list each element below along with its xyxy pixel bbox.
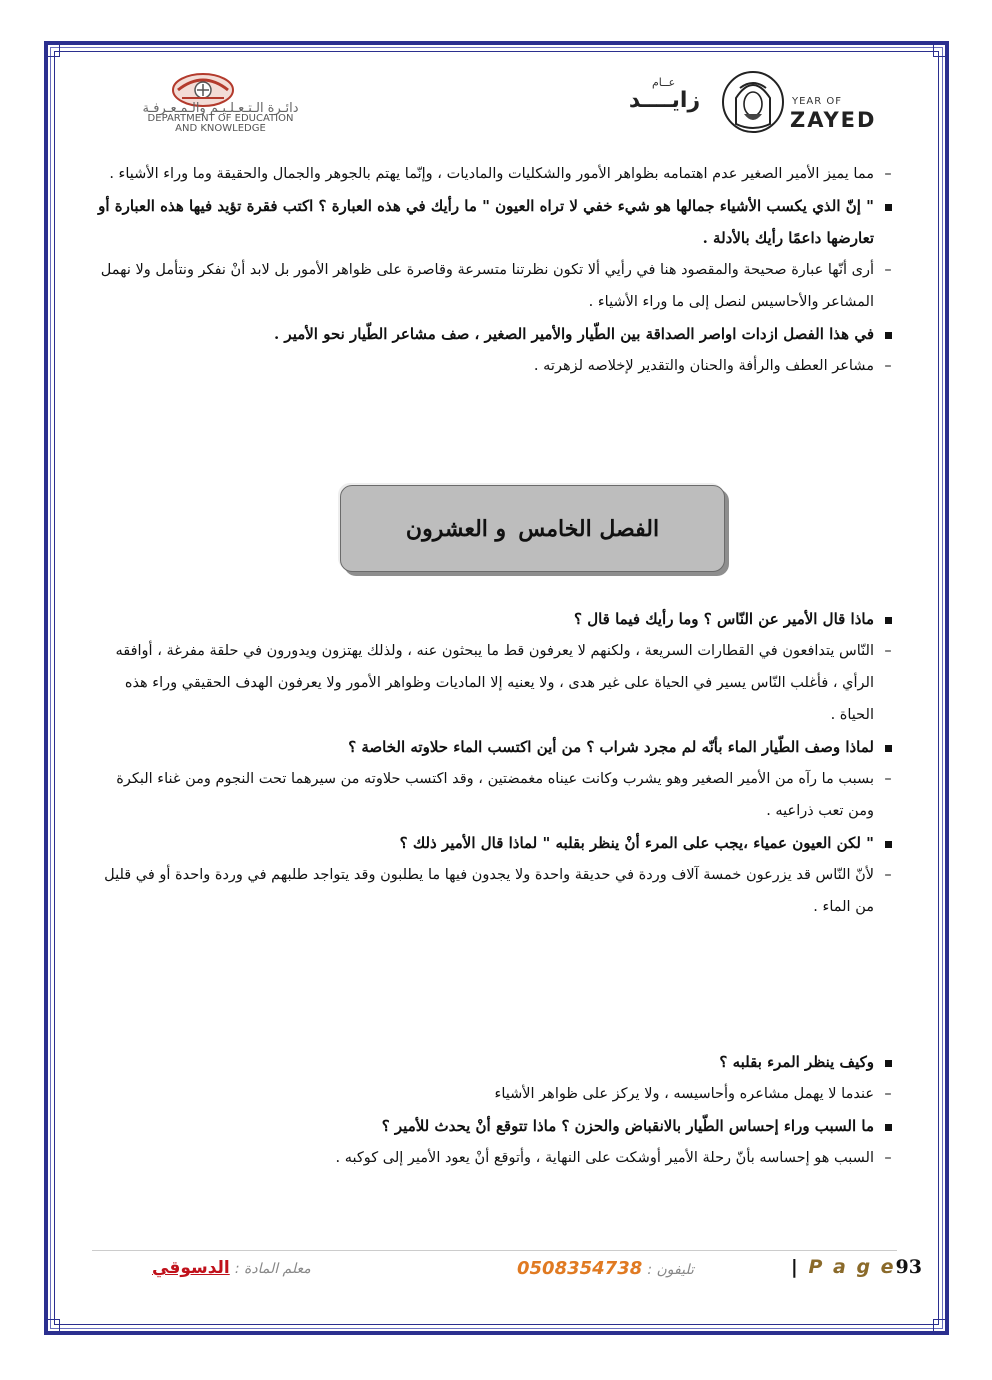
year-arabic-label: عــام bbox=[652, 76, 676, 89]
square-bullet-icon bbox=[880, 731, 896, 763]
question-item: ما السبب وراء إحساس الطّيار بالانقباض والحزن ؟ ماذا تتوقع أنْ يحدث للأمير ؟ bbox=[96, 1110, 896, 1142]
answer-item: – مشاعر العطف والرأفة والحنان والتقدير لإخلاصه لزهرته . bbox=[96, 350, 896, 382]
chapter-title-part-2: و العشرون bbox=[405, 515, 507, 542]
answer-item: – السبب هو إحساسه بأنّ رحلة الأمير أوشكت على النهاية ، وأتوقع أنْ يعود الأمير إلى كوكبه . bbox=[96, 1142, 896, 1174]
answer-item: – النّاس يتدافعون في القطارات السريعة ، ولكنهم لا يعرفون قط ما يبحثون عنه ، ولذلك يهتزون ويدورون في حلقة مفرغة ، أوافقه الرأي ، فأغلب النّاس يسير في الحياة على غير هدى ، ولا يعنيه إلا الماديات وظواهر الأمور ولا يعرفون الهدف الحقيقي وراء هذه الحياة . bbox=[96, 635, 896, 731]
phone-label: تليفون : bbox=[647, 1262, 694, 1278]
teacher-name: الدسوقي bbox=[152, 1258, 230, 1278]
corner-ornament bbox=[44, 1319, 60, 1335]
answer-item: – أرى أنّها عبارة صحيحة والمقصود هنا في رأيي ألا تكون نظرتنا متسرعة وقاصرة على ظواهر الأمور بل لابد أنْ نفكر ونتأمل ولا نهمل المشاعر والأحاسيس لنصل إلى ما وراء الأشياء . bbox=[96, 254, 896, 318]
department-name-arabic: دائـرة الـتـعـلـيـم والـمـعـرفـة bbox=[142, 101, 299, 116]
dash-bullet-icon bbox=[880, 859, 896, 891]
chapter-title-box bbox=[340, 485, 725, 572]
question-item: في هذا الفصل ازدات اواصر الصداقة بين الطّيار والأمير الصغير ، صف مشاعر الطّيار نحو الأمير . bbox=[96, 318, 896, 350]
dash-bullet-icon bbox=[880, 763, 896, 795]
teacher-info bbox=[152, 1258, 311, 1278]
corner-ornament bbox=[933, 41, 949, 57]
phone-info bbox=[517, 1258, 694, 1279]
qa-section-1 bbox=[96, 158, 896, 382]
square-bullet-icon bbox=[880, 318, 896, 350]
year-of-zayed-logo bbox=[612, 66, 892, 140]
answer-item: – بسبب ما رآه من الأمير الصغير وهو يشرب وكانت عيناه مغمضتين ، وقد اكتسب حلاوته من سيرهما تحت النجوم ومن غناء البكرة ومن تعب ذراعيه . bbox=[96, 763, 896, 827]
square-bullet-icon bbox=[880, 1046, 896, 1078]
zayed-portrait-icon bbox=[722, 68, 784, 136]
dash-bullet-icon bbox=[880, 158, 896, 190]
year-of-label: YEAR OF bbox=[792, 96, 843, 107]
square-bullet-icon bbox=[880, 1110, 896, 1142]
page-separator: | bbox=[790, 1256, 798, 1278]
chapter-title-part-1: الفصل الخامس bbox=[518, 515, 660, 542]
zayed-english-label: ZAYED bbox=[790, 108, 877, 132]
answer-item: – لأنّ النّاس قد يزرعون خمسة آلاف وردة في حديقة واحدة ولا يجدون فيها ما يطلبون وقد يتواجد طلبهم في وردة واحدة أو في قليل من الماء . bbox=[96, 859, 896, 923]
page-number-block bbox=[791, 1256, 922, 1278]
dash-bullet-icon bbox=[880, 1078, 896, 1110]
square-bullet-icon bbox=[880, 190, 896, 222]
department-name-english: DEPARTMENT OF EDUCATION AND KNOWLEDGE bbox=[147, 113, 294, 134]
page-footer bbox=[92, 1256, 922, 1286]
phone-number: 0508354738 bbox=[517, 1258, 643, 1279]
question-item: وكيف ينظر المرء بقلبه ؟ bbox=[96, 1046, 896, 1078]
question-item: لماذا وصف الطّيار الماء بأنّه لم مجرد شراب ؟ من أين اكتسب الماء حلاوته الخاصة ؟ bbox=[96, 731, 896, 763]
footer-divider bbox=[92, 1250, 897, 1251]
dash-bullet-icon bbox=[880, 350, 896, 382]
dash-bullet-icon bbox=[880, 254, 896, 286]
corner-ornament bbox=[44, 41, 60, 57]
page-number: 93 bbox=[895, 1256, 922, 1278]
corner-ornament bbox=[933, 1319, 949, 1335]
teacher-label: معلم المادة : bbox=[234, 1261, 311, 1277]
qa-section-3 bbox=[96, 1046, 896, 1174]
square-bullet-icon bbox=[880, 603, 896, 635]
square-bullet-icon bbox=[880, 827, 896, 859]
question-item: " لكن العيون عمياء ،يجب على المرء أنْ ينظر بقلبه " لماذا قال الأمير ذلك ؟ bbox=[96, 827, 896, 859]
page-label: P a g e bbox=[808, 1256, 896, 1278]
answer-item: – مما يميز الأمير الصغير عدم اهتمامه بظواهر الأمور والشكليات والماديات ، وإنّما يهتم بالجوهر والجمال والحقيقة وما وراء الأشياء . bbox=[96, 158, 896, 190]
answer-item: – عندما لا يهمل مشاعره وأحاسيسه ، ولا يركز على ظواهر الأشياء bbox=[96, 1078, 896, 1110]
dash-bullet-icon bbox=[880, 635, 896, 667]
department-logo bbox=[88, 68, 353, 134]
question-item: " إنّ الذي يكسب الأشياء جمالها هو شيء خفي لا تراه العيون " ما رأيك في هذه العبارة ؟ اكتب فقرة تؤيد فيها هذه العبارة أو تعارضها داعمًا رأيك بالأدلة . bbox=[96, 190, 896, 254]
zayed-arabic-label: زايــــد bbox=[628, 88, 701, 113]
question-item: ماذا قال الأمير عن النّاس ؟ وما رأيك فيما قال ؟ bbox=[96, 603, 896, 635]
qa-section-2 bbox=[96, 603, 896, 923]
dash-bullet-icon bbox=[880, 1142, 896, 1174]
